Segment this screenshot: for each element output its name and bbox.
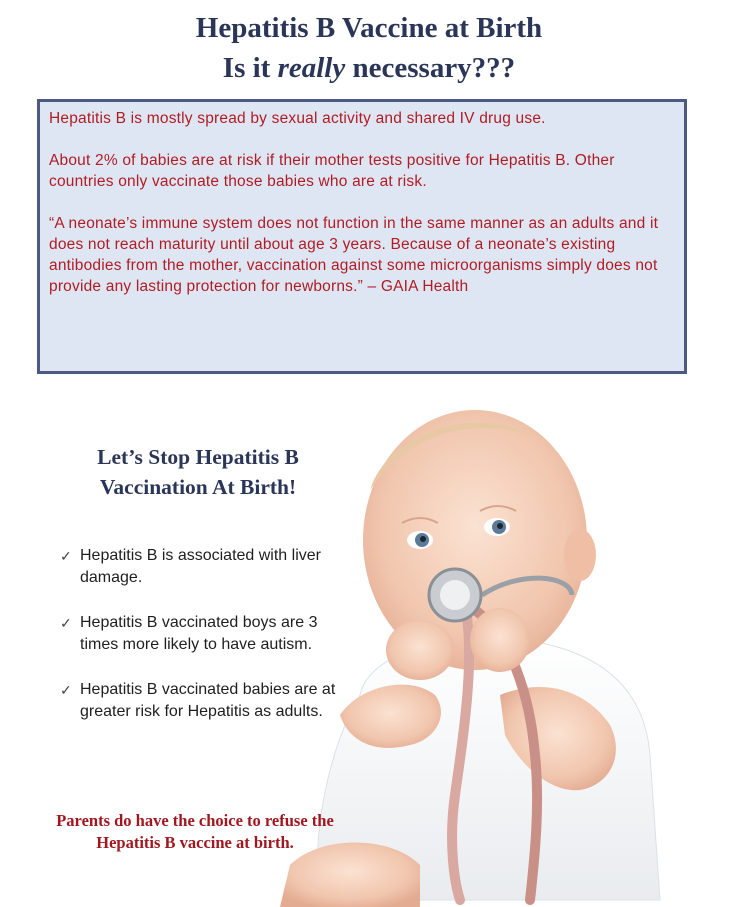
bullet-list	[58, 545, 358, 746]
heading-line-1: Let’s Stop Hepatitis B	[97, 445, 299, 469]
bullet-text: Hepatitis B is associated with liver damage.	[80, 547, 321, 586]
info-paragraph-2: About 2% of babies are at risk if their mother tests positive for Hepatitis B. Other countries only vaccinate those babies who are at risk.	[49, 152, 615, 190]
subtitle-suffix: necessary???	[345, 52, 516, 84]
info-box	[37, 99, 687, 374]
info-paragraph-3: “A neonate’s immune system does not function in the same manner as an adults and it does not reach maturity until about age 3 years. Because of a neonate’s existing antibodies from the mother, vaccination against some microorganisms simply does not provide any lasting protection for newborns.” – GAIA Health	[49, 215, 659, 295]
list-item	[58, 545, 358, 589]
checkmark-icon: ✓	[60, 615, 72, 631]
list-item	[58, 612, 358, 656]
bullet-text: Hepatitis B vaccinated babies are at greater risk for Hepatitis as adults.	[80, 681, 336, 720]
checkmark-icon: ✓	[60, 548, 72, 564]
info-paragraph-1: Hepatitis B is mostly spread by sexual activity and shared IV drug use.	[49, 110, 546, 127]
subtitle-prefix: Is it	[222, 52, 278, 84]
checkmark-icon: ✓	[60, 682, 72, 698]
list-item	[58, 679, 358, 723]
heading-line-2: Vaccination At Birth!	[99, 475, 297, 499]
closing-statement: Parents do have the choice to refuse the Hepatitis B vaccine at birth.	[56, 811, 334, 852]
subtitle-emphasis: really	[277, 52, 346, 84]
page-subtitle	[0, 52, 738, 85]
page-title: Hepatitis B Vaccine at Birth	[195, 12, 543, 44]
bullet-text: Hepatitis B vaccinated boys are 3 times more likely to have autism.	[80, 614, 318, 653]
call-to-action-heading	[38, 442, 358, 502]
